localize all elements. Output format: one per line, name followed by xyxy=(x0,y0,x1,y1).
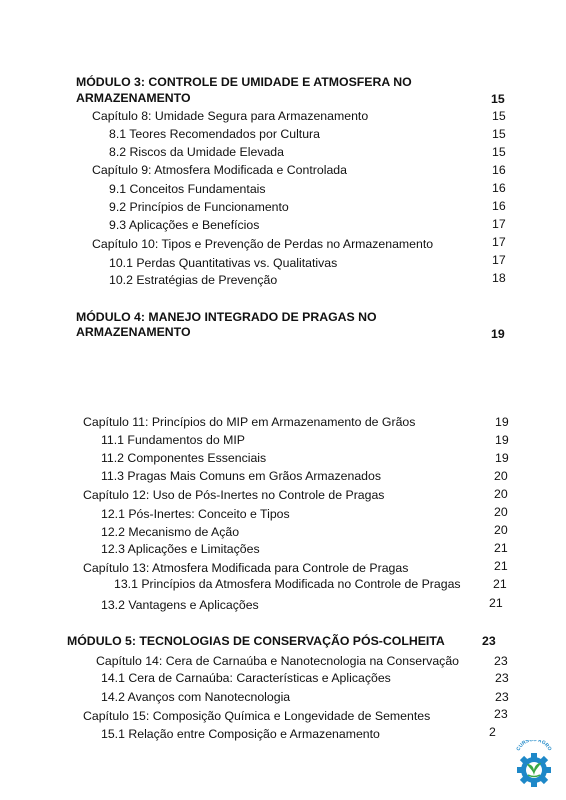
toc-entry: Capítulo 13: Atmosfera Modificada para Controle de Pragas xyxy=(83,561,409,575)
toc-entry: Capítulo 12: Uso de Pós-Inertes no Controle de Pragas xyxy=(83,488,385,502)
toc-page: 23 xyxy=(495,690,509,704)
gear-leaf-logo-icon xyxy=(512,740,556,788)
module-5-page: 23 xyxy=(482,634,496,648)
module-3-title: MÓDULO 3: CONTROLE DE UMIDADE E ATMOSFERA NO xyxy=(76,75,412,89)
toc-entry: Capítulo 9: Atmosfera Modificada e Controlada xyxy=(92,163,347,177)
toc-entry: 15.1 Relação entre Composição e Armazenamento xyxy=(101,727,380,741)
toc-entry: 13.1 Princípios da Atmosfera Modificada no Controle de Pragas xyxy=(114,577,461,591)
svg-text:CURSOS AGRO xyxy=(516,740,553,752)
toc-entry: Capítulo 11: Princípios do MIP em Armazenamento de Grãos xyxy=(83,415,416,429)
toc-page: 15 xyxy=(492,109,506,123)
toc-page: 23 xyxy=(494,654,508,668)
toc-entry: 13.2 Vantagens e Aplicações xyxy=(101,598,259,612)
toc-entry: 12.2 Mecanismo de Ação xyxy=(101,525,240,539)
toc-entry: Capítulo 10: Tipos e Prevenção de Perdas no Armazenamento xyxy=(92,237,434,251)
toc-page: 19 xyxy=(495,415,509,429)
toc-page: 23 xyxy=(494,707,508,721)
toc-page: 20 xyxy=(494,487,508,501)
toc-entry: 12.1 Pós-Inertes: Conceito e Tipos xyxy=(101,507,290,521)
toc-page: 21 xyxy=(493,577,507,591)
toc-page: 16 xyxy=(492,163,506,177)
toc-page: 20 xyxy=(494,469,508,483)
module-4-page: 19 xyxy=(491,327,505,341)
toc-entry: 8.2 Riscos da Umidade Elevada xyxy=(109,145,284,159)
toc-page: 20 xyxy=(494,523,508,537)
gear-leaf-icon xyxy=(512,740,556,788)
toc-page: 21 xyxy=(494,559,508,573)
module-3-page: 15 xyxy=(491,92,505,106)
toc-entry: 11.2 Componentes Essenciais xyxy=(101,451,267,465)
toc-page: 18 xyxy=(492,271,506,285)
toc-entry: 10.2 Estratégias de Prevenção xyxy=(109,273,278,287)
module-3-title-cont: ARMAZENAMENTO xyxy=(76,91,191,105)
toc-page: 19 xyxy=(495,451,509,465)
toc-entry: 8.1 Teores Recomendados por Cultura xyxy=(109,127,320,141)
toc-entry: 12.3 Aplicações e Limitações xyxy=(101,542,260,556)
toc-page: 17 xyxy=(492,235,506,249)
toc-entry: 14.2 Avanços com Nanotecnologia xyxy=(101,690,291,704)
toc-page: 17 xyxy=(492,253,506,267)
toc-page: 17 xyxy=(492,217,506,231)
toc-entry: Capítulo 14: Cera de Carnaúba e Nanotecnologia na Conservação xyxy=(96,654,459,668)
toc-entry: 9.2 Princípios de Funcionamento xyxy=(109,200,289,214)
logo-text: CURSOS AGRO xyxy=(515,740,553,752)
toc-entry: 9.1 Conceitos Fundamentais xyxy=(109,182,266,196)
toc-page: 23 xyxy=(495,671,509,685)
toc-entry: Capítulo 8: Umidade Segura para Armazenamento xyxy=(92,109,369,123)
toc-entry: 14.1 Cera de Carnaúba: Características e Aplicações xyxy=(101,671,391,685)
toc-page: 15 xyxy=(492,145,506,159)
toc-page: 2 xyxy=(489,725,496,739)
toc-page: 21 xyxy=(489,596,503,610)
toc-entry: Capítulo 15: Composição Química e Longevidade de Sementes xyxy=(83,709,431,723)
toc-page: 16 xyxy=(492,199,506,213)
toc-page: 19 xyxy=(495,433,509,447)
toc-page: 16 xyxy=(492,181,506,195)
toc-page: 21 xyxy=(494,541,508,555)
toc-entry: 11.3 Pragas Mais Comuns em Grãos Armazenados xyxy=(101,469,381,483)
module-4-title-cont: ARMAZENAMENTO xyxy=(76,325,191,339)
module-4-title: MÓDULO 4: MANEJO INTEGRADO DE PRAGAS NO xyxy=(76,310,377,324)
toc-page: 15 xyxy=(492,127,506,141)
toc-page: 20 xyxy=(494,505,508,519)
toc-entry: 11.1 Fundamentos do MIP xyxy=(101,433,246,447)
toc-entry: 9.3 Aplicações e Benefícios xyxy=(109,218,260,232)
toc-entry: 10.1 Perdas Quantitativas vs. Qualitativas xyxy=(109,256,338,270)
module-5-title: MÓDULO 5: TECNOLOGIAS DE CONSERVAÇÃO PÓS-COLHEITA xyxy=(67,634,445,648)
